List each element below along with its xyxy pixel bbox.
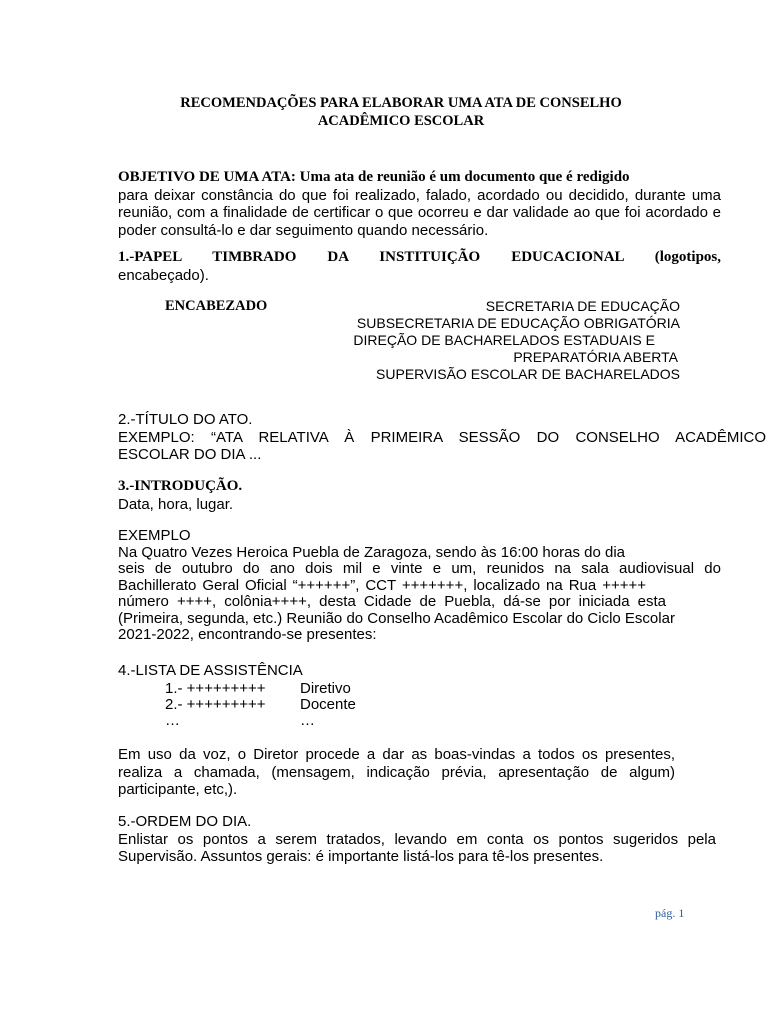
section-5-heading: 5.-ORDEM DO DIA.	[118, 813, 252, 830]
section-4-paragraph-line: participante, etc,).	[118, 781, 238, 798]
section-3-example-line: Bachillerato Geral Oficial “++++++”, CCT +++++++, localizado na Rua +++++	[118, 576, 646, 594]
header-line: PREPARATÓRIA ABERTA	[513, 349, 678, 365]
section-3-example-line: (Primeira, segunda, etc.) Reunião do Conselho Acadêmico Escolar do Ciclo Escolar	[118, 609, 675, 627]
section-3-heading: 3.-INTRODUÇÃO.	[118, 478, 243, 494]
document-title	[118, 94, 684, 130]
attendance-number: 1.- +++++++++	[165, 680, 266, 697]
section-5-line: Supervisão. Assuntos gerais: é importante listá-los para tê-los presentes.	[118, 848, 604, 865]
section-1	[118, 249, 721, 284]
header-line: DIREÇÃO DE BACHARELADOS ESTADUAIS E	[353, 332, 655, 348]
section-4-paragraph	[118, 746, 675, 799]
attendance-number: …	[165, 712, 180, 729]
attendance-row	[165, 712, 315, 729]
section-2-example-line-1: EXEMPLO: “ATA RELATIVA À PRIMEIRA SESSÃO DO CONSELHO ACADÊMICO	[118, 428, 766, 446]
section-3-example-label: EXEMPLO	[118, 527, 191, 544]
section-3-example-line: seis de outubro do ano dois mil e vinte e um, reunidos na sala audiovisual do	[118, 560, 721, 577]
objective-body: para deixar constância do que foi realizado, falado, acordado ou decidido, durante uma reunião, com a finalidade de certificar o que ocorreu e dar validade ao que foi acordado e poder consultá-lo e dar seguimento quando necessário.	[118, 186, 721, 239]
page-number: pág. 1	[655, 906, 685, 920]
objective-label: OBJETIVO DE UMA ATA:	[118, 169, 296, 185]
header-line: SUBSECRETARIA DE EDUCAÇÃO OBRIGATÓRIA	[356, 315, 680, 331]
section-4-paragraph-line: realiza a chamada, (mensagem, indicação prévia, apresentação de algum)	[118, 763, 675, 781]
section-1-continuation: encabeçado).	[118, 266, 209, 284]
section-2-heading: 2.-TÍTULO DO ATO.	[118, 411, 253, 428]
section-4-paragraph-line: Em uso da voz, o Diretor procede a dar as boas-vindas a todos os presentes,	[118, 746, 675, 763]
section-1-heading: 1.-PAPEL TIMBRADO DA INSTITUIÇÃO EDUCACIONAL (logotipos,	[118, 249, 721, 265]
section-3-example-line: 2021-2022, encontrando-se presentes:	[118, 626, 377, 643]
attendance-role: …	[300, 712, 315, 729]
header-institution-lines	[330, 298, 680, 383]
section-3-example-line: número ++++, colônia++++, desta Cidade de Puebla, dá-se por iniciada esta	[118, 593, 666, 610]
section-3-example	[118, 528, 721, 644]
section-3-subtitle: Data, hora, lugar.	[118, 495, 234, 513]
title-line-1: RECOMENDAÇÕES PARA ELABORAR UMA ATA DE CONSELHO	[180, 95, 622, 111]
section-5	[118, 813, 716, 866]
attendance-role: Docente	[300, 696, 356, 713]
attendance-role: Diretivo	[300, 680, 351, 697]
header-line: SUPERVISÃO ESCOLAR DE BACHARELADOS	[376, 366, 680, 382]
section-3-example-line: Na Quatro Vezes Heroica Puebla de Zaragoza, sendo às 16:00 horas do dia	[118, 543, 625, 561]
header-label: ENCABEZADO	[165, 298, 268, 314]
section-3	[118, 478, 721, 513]
attendance-row	[165, 680, 351, 697]
objective-paragraph	[118, 168, 721, 239]
attendance-number: 2.- +++++++++	[165, 696, 266, 713]
header-line: SECRETARIA DE EDUCAÇÃO	[485, 298, 680, 314]
section-4-heading: 4.-LISTA DE ASSISTÊNCIA	[118, 662, 303, 679]
attendance-row	[165, 696, 356, 713]
section-2	[118, 411, 766, 464]
title-line-2: ACADÊMICO ESCOLAR	[317, 113, 485, 129]
section-2-example-line-2: ESCOLAR DO DIA ...	[118, 446, 262, 463]
objective-lead: Uma ata de reunião é um documento que é redigido	[295, 169, 630, 185]
section-5-line: Enlistar os pontos a serem tratados, levando em conta os pontos sugeridos pela	[118, 830, 716, 848]
